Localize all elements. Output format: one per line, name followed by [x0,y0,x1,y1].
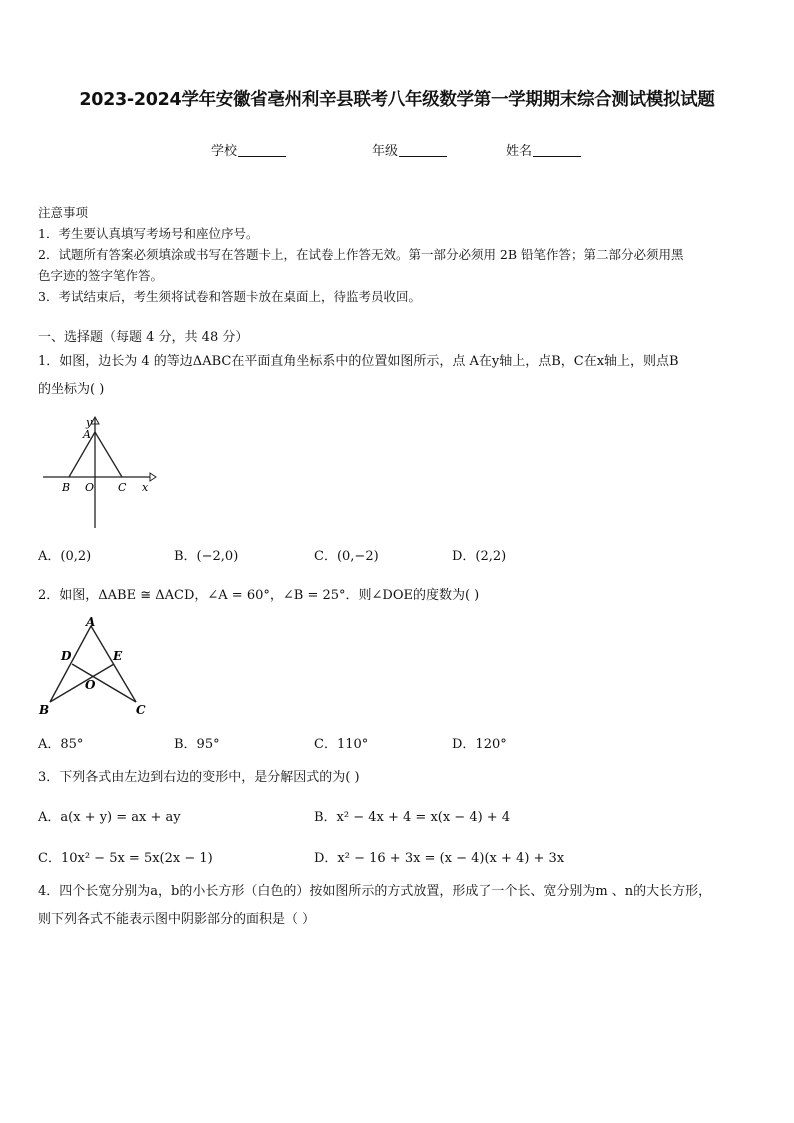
question-2-text: 2．如图，ΔABE ≅ ΔACD，∠A = 60°，∠B = 25°．则∠DOE的度数为( ) [38,588,480,603]
name-label: 姓名 [506,144,533,159]
question-1 [38,348,760,404]
grade-blank [399,144,447,157]
option-d[interactable]: D．120° [452,737,507,752]
fig2-label-c: C [136,703,146,717]
question-4-text-cont: 则下列各式不能表示图中阴影部分的面积是（ ） [38,912,316,927]
name-field[interactable] [506,140,581,159]
fig2-label-b: B [39,703,50,717]
notice-block [38,202,758,307]
page-title: 2023-2024学年安徽省亳州利辛县联考八年级数学第一学期期末综合测试模拟试题 [79,90,715,110]
option-b[interactable]: B．(−2,0) [174,549,239,564]
option-b[interactable]: B．x² − 4x + 4 = x(x − 4) + 4 [314,810,511,825]
option-c[interactable]: C．(0,−2) [314,549,379,564]
fig1-label-o: O [85,481,95,494]
option-a[interactable]: A．85° [38,737,84,752]
fig2-label-o: O [85,678,96,692]
fig2-label-a: A [86,615,96,629]
fig2-label-d: D [61,649,72,663]
option-c[interactable]: C．110° [314,737,369,752]
option-d[interactable]: D．(2,2) [452,549,507,564]
fig1-label-b: B [62,481,71,494]
fig2-label-e: E [113,649,123,663]
notice-item: 2．试题所有答案必须填涂或书写在答题卡上，在试卷上作答无效。第一部分必须用 2B 铅笔作答；第二部分必须用黑 [38,247,684,262]
question-4 [38,878,760,934]
notice-item: 色字迹的签字笔作答。 [38,268,164,283]
option-b[interactable]: B．95° [174,737,220,752]
name-blank [533,144,581,157]
question-1-text: 1．如图，边长为 4 的等边ΔABC在平面直角坐标系中的位置如图所示，点 A在y轴上，点B，C在x轴上，则点B [38,354,679,369]
question-2 [38,582,760,610]
school-label: 学校 [211,144,238,159]
option-d[interactable]: D．x² − 16 + 3x = (x − 4)(x + 4) + 3x [314,851,565,866]
fig1-label-a: A [83,428,91,441]
x-axis-arrow [150,473,156,481]
notice-item: 3．考试结束后，考生须将试卷和答题卡放在桌面上，待监考员收回。 [38,289,421,304]
question-1-text-cont: 的坐标为( ) [38,382,105,397]
grade-field[interactable] [372,140,447,159]
question-3 [38,764,760,792]
question-3-text: 3．下列各式由左边到右边的变形中，是分解因式的为( ) [38,770,360,785]
question-2-figure [36,614,156,718]
fig1-label-x: x [142,481,149,494]
notice-heading: 注意事项 [38,205,89,220]
grade-label: 年级 [372,144,399,159]
section-heading: 一、选择题（每题 4 分，共 48 分） [38,330,249,345]
fig1-label-y: y [86,416,93,429]
school-blank [238,144,286,157]
question-4-text: 4．四个长宽分别为a，b的小长方形（白色的）按如图所示的方式放置，形成了一个长、宽分别为m 、n的大长方形， [38,884,712,899]
option-a[interactable]: A．(0,2) [38,549,92,564]
school-field[interactable] [211,140,286,159]
question-1-figure [38,410,158,532]
option-c[interactable]: C．10x² − 5x = 5x(2x − 1) [38,851,213,866]
notice-item: 1．考生要认真填写考场号和座位序号。 [38,226,259,241]
triangle-side-ab [69,432,95,477]
fig1-label-c: C [118,481,127,494]
option-a[interactable]: A．a(x + y) = ax + ay [38,810,181,825]
triangle-side-ac [95,432,122,477]
